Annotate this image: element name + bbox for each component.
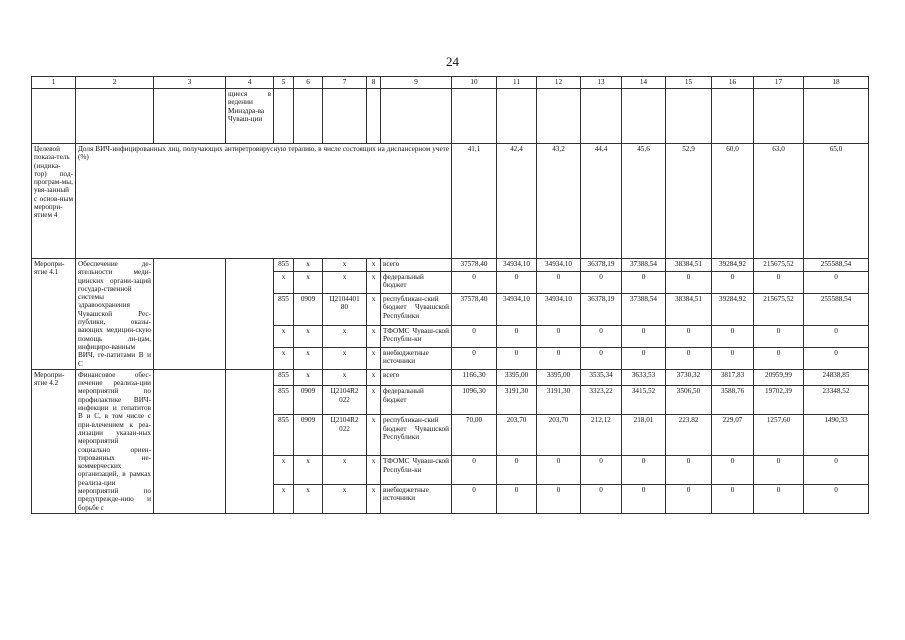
- amount-cell: 3817,83: [712, 369, 754, 386]
- code-cell: 0909: [294, 386, 323, 415]
- empty-cell: [226, 369, 274, 513]
- amount-cell: 0: [754, 271, 804, 293]
- amount-cell: 34934,10: [497, 259, 537, 272]
- amount-cell: 37578,40: [452, 259, 497, 272]
- amount-cell: 0: [452, 325, 497, 347]
- code-cell: x: [367, 293, 381, 325]
- code-cell: x: [367, 259, 381, 272]
- amount-cell: 39284,92: [712, 293, 754, 325]
- column-number-header: 12: [537, 77, 581, 89]
- amount-cell: 212,12: [581, 415, 622, 456]
- code-cell: Ц2104401 80: [323, 293, 367, 325]
- amount-cell: 0: [452, 456, 497, 485]
- amount-cell: 0: [804, 485, 869, 514]
- amount-cell: 0: [497, 485, 537, 514]
- amount-cell: 0: [537, 271, 581, 293]
- funding-source-cell: республикан-ский бюджет Чувашской Республики: [381, 415, 452, 456]
- amount-cell: 34934,10: [537, 293, 581, 325]
- empty-cell: [712, 89, 754, 144]
- empty-cell: [226, 259, 274, 370]
- amount-cell: 0: [712, 456, 754, 485]
- amount-cell: 0: [666, 271, 712, 293]
- amount-cell: 0: [497, 271, 537, 293]
- funding-source-cell: федеральный бюджет: [381, 271, 452, 293]
- empty-cell: [622, 89, 666, 144]
- target-value-cell: 52,9: [666, 144, 712, 259]
- code-cell: x: [367, 456, 381, 485]
- amount-cell: 0: [666, 456, 712, 485]
- amount-cell: 229,07: [712, 415, 754, 456]
- code-cell: 0909: [294, 415, 323, 456]
- amount-cell: 23348,52: [804, 386, 869, 415]
- empty-cell: [581, 89, 622, 144]
- amount-cell: 0: [622, 271, 666, 293]
- target-indicator-text: Доля ВИЧ-инфицированных лиц, получающих антиретровирусную терапию, в числе состоящих на диспансерном учете (%): [76, 144, 452, 259]
- column-number-header: 3: [154, 77, 226, 89]
- amount-cell: 3323,22: [581, 386, 622, 415]
- amount-cell: 20959,99: [754, 369, 804, 386]
- column-number-header: 5: [274, 77, 294, 89]
- column-number-header: 8: [367, 77, 381, 89]
- code-cell: 0909: [294, 293, 323, 325]
- amount-cell: 0: [754, 325, 804, 347]
- funding-source-cell: внебюджетные источники: [381, 347, 452, 369]
- amount-cell: 0: [754, 485, 804, 514]
- empty-cell: [804, 89, 869, 144]
- amount-cell: 0: [712, 325, 754, 347]
- amount-cell: 0: [712, 485, 754, 514]
- table-row: [32, 369, 869, 386]
- amount-cell: 0: [452, 271, 497, 293]
- table-row: [32, 259, 869, 272]
- code-cell: x: [367, 386, 381, 415]
- code-cell: x: [274, 485, 294, 514]
- empty-cell: [666, 89, 712, 144]
- column-number-header: 6: [294, 77, 323, 89]
- code-cell: 855: [274, 386, 294, 415]
- target-value-cell: 65,0: [804, 144, 869, 259]
- amount-cell: 215675,52: [754, 293, 804, 325]
- code-cell: x: [294, 325, 323, 347]
- target-value-cell: 44,4: [581, 144, 622, 259]
- table-row: [32, 89, 869, 144]
- amount-cell: 223,82: [666, 415, 712, 456]
- code-cell: x: [323, 347, 367, 369]
- funding-source-cell: всего: [381, 369, 452, 386]
- code-cell: x: [323, 325, 367, 347]
- amount-cell: 0: [754, 347, 804, 369]
- amount-cell: 0: [666, 485, 712, 514]
- amount-cell: 3415,52: [622, 386, 666, 415]
- empty-cell: [76, 89, 154, 144]
- measure-label: Меропри-ятие 4.1: [32, 259, 76, 370]
- code-cell: x: [367, 369, 381, 386]
- measure-description: Финансовое обес-печение реализа-ции мероприятий по профилактике ВИЧ-инфекции и гепатитов B и C, в том числе с при-влечением к реа-лизации указан-ных мероприятий социально ориен-тированных не-коммерческих организаций, в рамках реализа-ции мероприятий по предупрежде-нию и борьбе с: [76, 369, 154, 513]
- continued-text-cell: щиеся в ведении Минздра-ва Чуваш-ции: [226, 89, 274, 144]
- code-cell: Ц2104R2 022: [323, 415, 367, 456]
- amount-cell: 37578,40: [452, 293, 497, 325]
- amount-cell: 19702,39: [754, 386, 804, 415]
- target-value-cell: 45,6: [622, 144, 666, 259]
- code-cell: x: [323, 485, 367, 514]
- code-cell: x: [294, 369, 323, 386]
- empty-cell: [381, 89, 452, 144]
- amount-cell: 0: [666, 347, 712, 369]
- amount-cell: 0: [712, 271, 754, 293]
- column-number-header: 2: [76, 77, 154, 89]
- amount-cell: 3395,00: [497, 369, 537, 386]
- amount-cell: 34934,10: [537, 259, 581, 272]
- amount-cell: 0: [537, 485, 581, 514]
- table-row: [32, 77, 869, 89]
- empty-cell: [367, 89, 381, 144]
- code-cell: 855: [274, 415, 294, 456]
- code-cell: x: [274, 347, 294, 369]
- amount-cell: 1166,30: [452, 369, 497, 386]
- code-cell: x: [323, 271, 367, 293]
- column-number-header: 13: [581, 77, 622, 89]
- column-number-header: 9: [381, 77, 452, 89]
- budget-table: [31, 76, 869, 514]
- column-number-header: 4: [226, 77, 274, 89]
- amount-cell: 0: [581, 271, 622, 293]
- code-cell: x: [323, 456, 367, 485]
- amount-cell: 0: [804, 456, 869, 485]
- amount-cell: 3588,76: [712, 386, 754, 415]
- amount-cell: 0: [537, 456, 581, 485]
- amount-cell: 0: [622, 456, 666, 485]
- funding-source-cell: ТФОМС Чуваш-ской Республи-ки: [381, 456, 452, 485]
- amount-cell: 3730,32: [666, 369, 712, 386]
- amount-cell: 37388,54: [622, 293, 666, 325]
- amount-cell: 0: [581, 456, 622, 485]
- code-cell: 855: [274, 259, 294, 272]
- amount-cell: 38384,51: [666, 259, 712, 272]
- amount-cell: 0: [581, 325, 622, 347]
- amount-cell: 0: [804, 347, 869, 369]
- funding-source-cell: внебюджетные источники: [381, 485, 452, 514]
- column-number-header: 17: [754, 77, 804, 89]
- funding-source-cell: ТФОМС Чуваш-ской Республи-ки: [381, 325, 452, 347]
- target-value-cell: 42,4: [497, 144, 537, 259]
- code-cell: x: [367, 347, 381, 369]
- amount-cell: 39284,92: [712, 259, 754, 272]
- target-indicator-label: Целевой показа-тель (индика-тор) под-програм-мы, увя-занный с основ-ным меропри-ятием 4: [32, 144, 76, 259]
- code-cell: x: [323, 259, 367, 272]
- amount-cell: 0: [497, 456, 537, 485]
- empty-cell: [754, 89, 804, 144]
- funding-source-cell: республикан-ский бюджет Чувашской Республики: [381, 293, 452, 325]
- amount-cell: 0: [497, 347, 537, 369]
- target-value-cell: 43,2: [537, 144, 581, 259]
- amount-cell: 0: [452, 485, 497, 514]
- amount-cell: 255588,54: [804, 259, 869, 272]
- page-number: 24: [446, 54, 459, 69]
- column-number-header: 1: [32, 77, 76, 89]
- empty-cell: [154, 369, 226, 513]
- amount-cell: 215675,52: [754, 259, 804, 272]
- amount-cell: 37388,54: [622, 259, 666, 272]
- amount-cell: 3506,50: [666, 386, 712, 415]
- column-number-header: 10: [452, 77, 497, 89]
- code-cell: x: [274, 456, 294, 485]
- code-cell: 855: [274, 293, 294, 325]
- amount-cell: 0: [537, 325, 581, 347]
- code-cell: x: [367, 271, 381, 293]
- amount-cell: 3191,30: [537, 386, 581, 415]
- empty-cell: [294, 89, 323, 144]
- code-cell: x: [294, 485, 323, 514]
- amount-cell: 38384,51: [666, 293, 712, 325]
- amount-cell: 218,01: [622, 415, 666, 456]
- amount-cell: 0: [754, 456, 804, 485]
- empty-cell: [274, 89, 294, 144]
- column-number-header: 15: [666, 77, 712, 89]
- funding-source-cell: федеральный бюджет: [381, 386, 452, 415]
- amount-cell: 203,70: [537, 415, 581, 456]
- table-row: [32, 144, 869, 259]
- amount-cell: 0: [804, 271, 869, 293]
- empty-cell: [154, 89, 226, 144]
- amount-cell: 3535,34: [581, 369, 622, 386]
- empty-cell: [154, 259, 226, 370]
- code-cell: x: [323, 369, 367, 386]
- empty-cell: [323, 89, 367, 144]
- code-cell: 855: [274, 369, 294, 386]
- amount-cell: 3395,00: [537, 369, 581, 386]
- amount-cell: 34934,10: [497, 293, 537, 325]
- amount-cell: 255588,54: [804, 293, 869, 325]
- code-cell: x: [294, 271, 323, 293]
- amount-cell: 0: [712, 347, 754, 369]
- column-number-header: 7: [323, 77, 367, 89]
- amount-cell: 0: [622, 485, 666, 514]
- target-value-cell: 60,0: [712, 144, 754, 259]
- amount-cell: 1257,60: [754, 415, 804, 456]
- code-cell: Ц2104R2 022: [323, 386, 367, 415]
- code-cell: x: [294, 259, 323, 272]
- column-number-header: 18: [804, 77, 869, 89]
- amount-cell: 0: [622, 347, 666, 369]
- amount-cell: 3191,30: [497, 386, 537, 415]
- column-number-header: 16: [712, 77, 754, 89]
- amount-cell: 0: [622, 325, 666, 347]
- amount-cell: 0: [581, 347, 622, 369]
- code-cell: x: [294, 456, 323, 485]
- target-value-cell: 41,1: [452, 144, 497, 259]
- amount-cell: 36378,19: [581, 293, 622, 325]
- amount-cell: 0: [497, 325, 537, 347]
- amount-cell: 0: [581, 485, 622, 514]
- empty-cell: [32, 89, 76, 144]
- column-number-header: 11: [497, 77, 537, 89]
- funding-source-cell: всего: [381, 259, 452, 272]
- amount-cell: 70,00: [452, 415, 497, 456]
- empty-cell: [452, 89, 497, 144]
- amount-cell: 3633,53: [622, 369, 666, 386]
- code-cell: x: [367, 415, 381, 456]
- amount-cell: 0: [666, 325, 712, 347]
- code-cell: x: [274, 271, 294, 293]
- amount-cell: 24838,85: [804, 369, 869, 386]
- measure-description: Обеспечение де-ятельности меди-цинских органи-заций государ-ственной системы здравоохранения Чувашской Рес-публики, оказы-вающих медицин-скую помощь ли-цам, инфициро-ванным ВИЧ, ге-патитами B и C: [76, 259, 154, 370]
- code-cell: x: [367, 485, 381, 514]
- measure-label: Меропри-ятие 4.2: [32, 369, 76, 513]
- empty-cell: [497, 89, 537, 144]
- amount-cell: 36378,19: [581, 259, 622, 272]
- amount-cell: 1096,30: [452, 386, 497, 415]
- target-value-cell: 63,0: [754, 144, 804, 259]
- code-cell: x: [274, 325, 294, 347]
- column-number-header: 14: [622, 77, 666, 89]
- amount-cell: 0: [452, 347, 497, 369]
- amount-cell: 1490,33: [804, 415, 869, 456]
- amount-cell: 0: [537, 347, 581, 369]
- code-cell: x: [367, 325, 381, 347]
- empty-cell: [537, 89, 581, 144]
- code-cell: x: [294, 347, 323, 369]
- amount-cell: 203,70: [497, 415, 537, 456]
- amount-cell: 0: [804, 325, 869, 347]
